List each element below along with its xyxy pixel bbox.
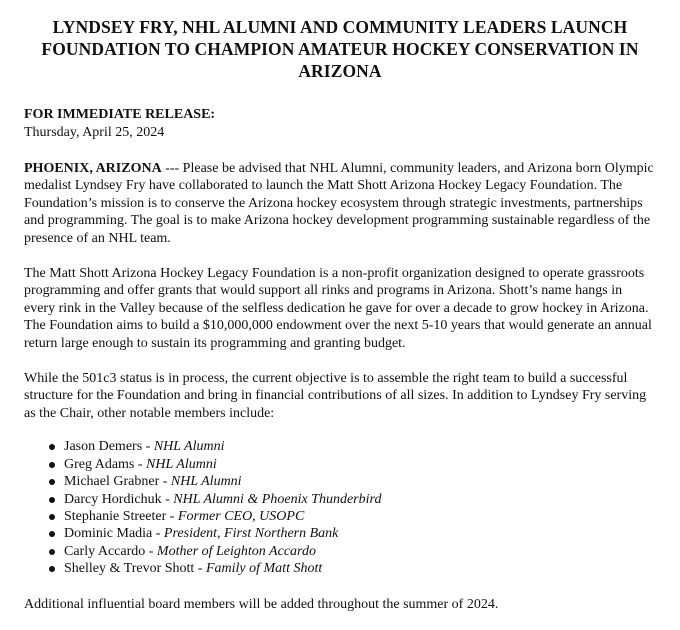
headline-line-1: LYNDSEY FRY, NHL ALUMNI AND COMMUNITY LEADERS LAUNCH bbox=[52, 17, 628, 37]
closing-paragraph: Additional influential board members will be added throughout the summer of 2024. bbox=[24, 596, 499, 612]
list-item bbox=[24, 560, 656, 577]
bullet-icon bbox=[49, 497, 55, 503]
member-name: Carly Accardo - bbox=[64, 543, 157, 559]
list-item bbox=[24, 543, 656, 560]
member-name: Shelley & Trevor Shott - bbox=[64, 561, 206, 577]
release-date: Thursday, April 25, 2024 bbox=[24, 125, 165, 140]
list-item bbox=[24, 438, 656, 455]
paragraph-2: The Matt Shott Arizona Hockey Legacy Foundation is a non-profit organization designed to operate grassroots programming and offer grants that would support all rinks and programs in Arizona. Shott’s name hangs in every rink in the Valley because of the selfless dedication he gave for over a decade to grow hockey in Arizona. The Foundation aims to build a $10,000,000 endowment over the next 5-10 years that would generate an annual return large enough to sustain its programming and granting budget. bbox=[24, 266, 652, 351]
paragraph-1 bbox=[24, 160, 656, 247]
bullet-icon bbox=[49, 514, 55, 520]
paragraph-3: While the 501c3 status is in process, the current objective is to assemble the right team to build a successful structure for the Foundation and bring in financial contributions of all sizes. In addition to Lyndsey Fry serving as the Chair, other notable members include: bbox=[24, 371, 647, 421]
member-name: Stephanie Streeter - bbox=[64, 508, 178, 524]
bullet-icon bbox=[49, 531, 55, 537]
member-role: Mother of Leighton Accardo bbox=[156, 543, 316, 559]
bullet-icon bbox=[49, 549, 55, 555]
dateline: PHOENIX, ARIZONA bbox=[24, 161, 162, 176]
member-role: President, First Northern Bank bbox=[163, 526, 339, 542]
release-info bbox=[24, 106, 656, 142]
list-item bbox=[24, 456, 656, 473]
list-item bbox=[24, 508, 656, 525]
member-name: Dominic Madia - bbox=[64, 526, 164, 542]
headline-line-2: FOUNDATION TO CHAMPION AMATEUR HOCKEY CONSERVATION IN bbox=[41, 39, 639, 59]
list-item bbox=[24, 491, 656, 508]
headline-line-3: ARIZONA bbox=[298, 61, 382, 81]
members-list bbox=[24, 438, 656, 577]
bullet-icon bbox=[49, 566, 55, 572]
member-role: NHL Alumni bbox=[170, 474, 242, 490]
headline bbox=[24, 16, 656, 82]
paragraph-1-text: --- Please be advised that NHL Alumni, community leaders, and Arizona born Olympic medalist Lyndsey Fry have collaborated to launch the Matt Shott Arizona Hockey Legacy Foundation. The Foundation’s mission is to conserve the Arizona hockey ecosystem through strategic investments, partnerships and programming. The goal is to make Arizona hockey development programming sustainable regardless of the presence of an NHL team. bbox=[24, 161, 654, 246]
bullet-icon bbox=[49, 444, 55, 450]
member-name: Michael Grabner - bbox=[64, 474, 171, 490]
list-item bbox=[24, 525, 656, 542]
bullet-icon bbox=[49, 462, 55, 468]
member-role: Family of Matt Shott bbox=[205, 561, 323, 577]
member-name: Greg Adams - bbox=[64, 456, 147, 472]
bullet-icon bbox=[49, 479, 55, 485]
member-role: NHL Alumni & Phoenix Thunderbird bbox=[173, 491, 382, 507]
release-label: FOR IMMEDIATE RELEASE: bbox=[24, 107, 216, 122]
member-name: Darcy Hordichuk - bbox=[64, 491, 174, 507]
member-role: NHL Alumni bbox=[146, 456, 217, 472]
member-role: Former CEO, USOPC bbox=[177, 508, 305, 524]
member-name: Jason Demers - bbox=[64, 439, 154, 455]
member-role: NHL Alumni bbox=[153, 439, 225, 455]
list-item bbox=[24, 473, 656, 490]
